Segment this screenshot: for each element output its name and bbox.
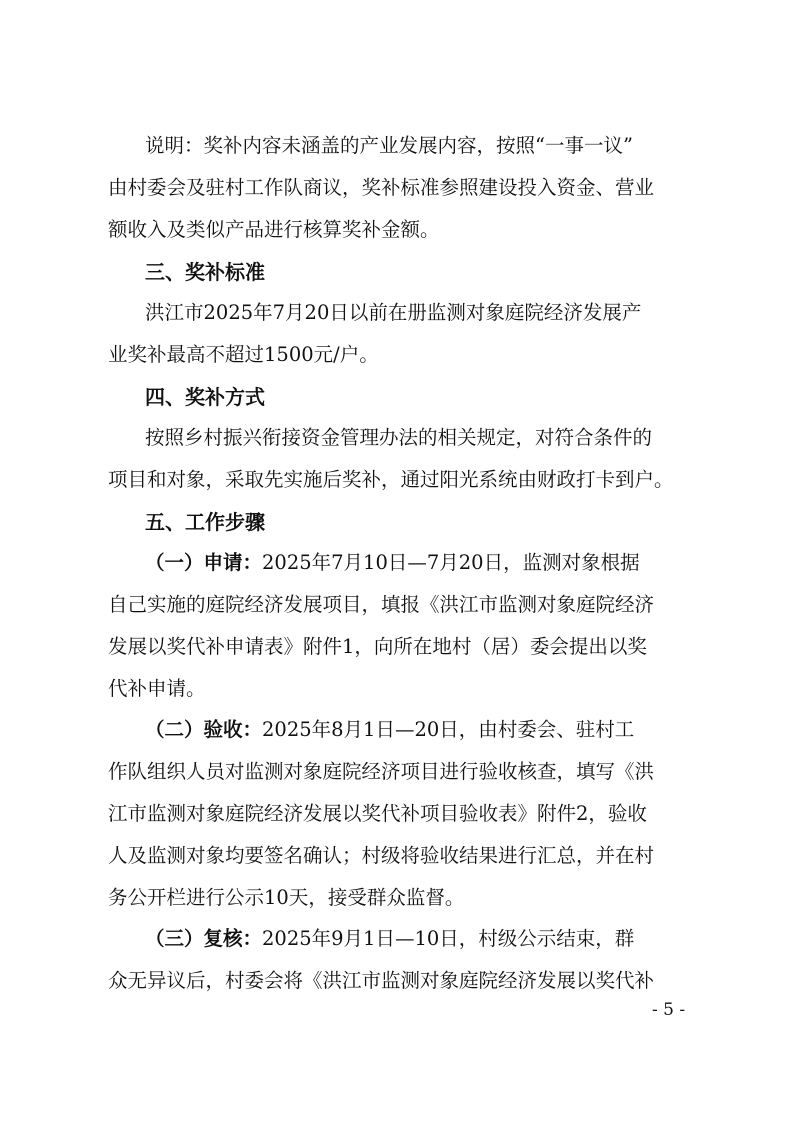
section-3-line-1: 洪江市2025年7月20日以前在册监测对象庭院经济发展产 xyxy=(145,301,642,324)
note-line-3: 额收入及类似产品进行核算奖补金额。 xyxy=(108,218,440,241)
step-2-label: （二）验收： xyxy=(145,718,263,741)
section-3-heading: 三、奖补标准 xyxy=(145,260,265,284)
step-1-line-2: 自己实施的庭院经济发展项目，填报《洪江市监测对象庭院经济 xyxy=(108,593,655,616)
step-1-line-1 xyxy=(145,549,688,577)
step-1-label: （一）申请： xyxy=(145,551,263,574)
step-2-line-3: 江市监测对象庭院经济发展以奖代补项目验收表》附件2，验收 xyxy=(108,802,647,825)
note-line-1: 说明：奖补内容未涵盖的产业发展内容，按照“一事一议” xyxy=(145,134,633,157)
step-3-line-1 xyxy=(145,925,688,953)
section-4-heading: 四、奖补方式 xyxy=(145,385,265,409)
note-line-2: 由村委会及驻村工作队商议，奖补标准参照建设投入资金、营业 xyxy=(108,176,655,199)
page-number: - 5 - xyxy=(652,1000,686,1020)
section-3-line-2: 业奖补最高不超过1500元/户。 xyxy=(108,343,379,366)
step-3-line-2: 众无异议后，村委会将《洪江市监测对象庭院经济发展以奖代补 xyxy=(108,969,655,992)
section-4-line-1: 按照乡村振兴衔接资金管理办法的相关规定，对符合条件的 xyxy=(145,426,653,449)
step-2-line-2: 作队组织人员对监测对象庭院经济项目进行验收核查，填写《洪 xyxy=(108,760,655,783)
step-1-line-4: 代补申请。 xyxy=(108,677,206,700)
step-2-line-1 xyxy=(145,716,688,744)
step-1-text: 2025年7月10日—7月20日，监测对象根据 xyxy=(262,551,640,574)
step-3-text: 2025年9月1日—10日，村级公示结束，群 xyxy=(262,927,635,950)
section-5-heading: 五、工作步骤 xyxy=(145,510,265,534)
step-2-line-5: 务公开栏进行公示10天，接受群众监督。 xyxy=(108,886,465,909)
section-4-line-2: 项目和对象，采取先实施后奖补，通过阳光系统由财政打卡到户。 xyxy=(108,468,674,491)
step-3-label: （三）复核： xyxy=(145,927,263,950)
step-2-text: 2025年8月1日—20日，由村委会、驻村工 xyxy=(262,718,635,741)
step-2-line-4: 人及监测对象均要签名确认；村级将验收结果进行汇总，并在村 xyxy=(108,844,655,867)
step-1-line-3: 发展以奖代补申请表》附件1，向所在地村（居）委会提出以奖 xyxy=(108,635,647,658)
